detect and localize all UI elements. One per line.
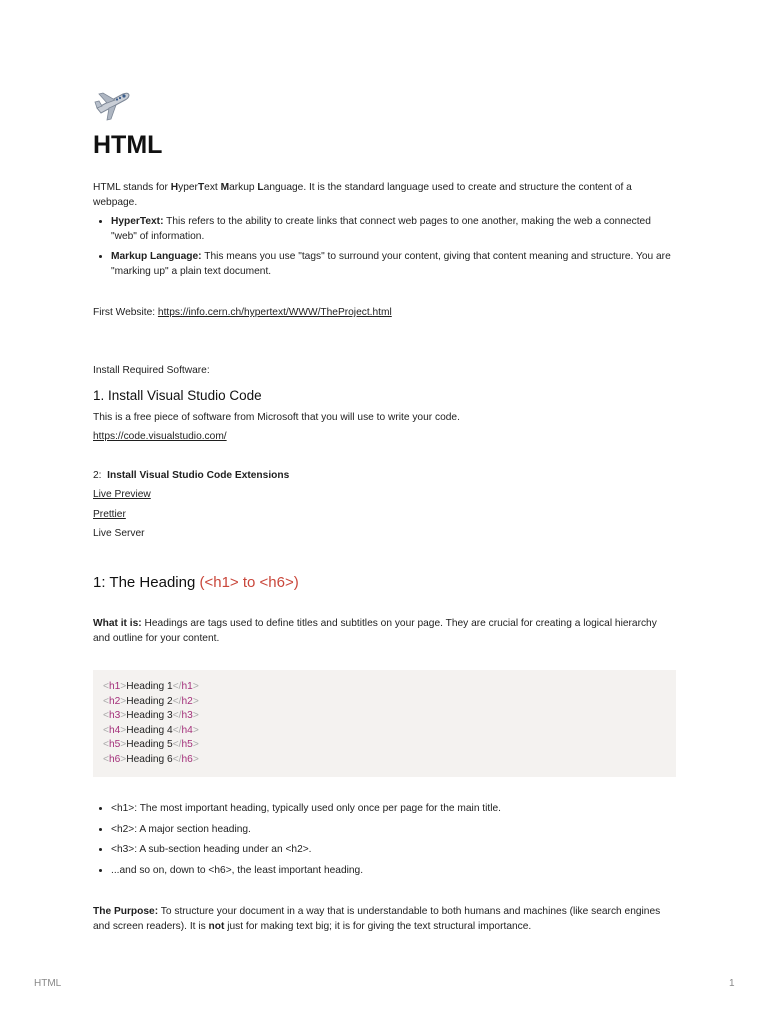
section-heading-code: (<h1> to <h6>) <box>199 574 299 591</box>
code-bracket: </ <box>172 739 182 751</box>
intro-letter-h: H <box>170 182 179 193</box>
code-bracket: > <box>192 710 199 722</box>
page-title: HTML <box>93 131 163 159</box>
code-tag: h5 <box>108 739 121 751</box>
intro-text: anguage. It is the standard language used to create and structure the content of a webpage. <box>93 182 632 208</box>
what-label: What it is: <box>93 618 142 629</box>
code-tag: h3 <box>108 710 121 722</box>
step2-section <box>93 468 676 483</box>
first-website-link[interactable]: https://info.cern.ch/hypertext/WWW/TheProject.html <box>157 307 392 318</box>
code-text: Heading 5 <box>126 739 173 751</box>
code-bracket: < <box>103 695 109 707</box>
code-bracket: </ <box>172 695 182 707</box>
code-bracket: </ <box>172 710 182 722</box>
code-tag: h6 <box>181 753 193 765</box>
live-server-label: Live Server <box>93 528 145 539</box>
bullet-term: Markup Language: <box>111 251 202 262</box>
code-line <box>103 724 666 739</box>
footer-title: HTML <box>34 978 62 989</box>
extension-live-preview <box>93 487 676 502</box>
code-text: Heading 2 <box>126 695 173 707</box>
list-item <box>111 250 676 279</box>
first-website <box>93 305 676 320</box>
install-label <box>93 363 676 378</box>
list-item: • <h1>: The most important heading, typically used only once per page for the main title. <box>111 802 676 817</box>
code-text: Heading 3 <box>126 710 173 722</box>
bullet-term: HyperText: <box>111 216 164 227</box>
intro-letter-l: L <box>257 182 264 193</box>
section-heading <box>93 574 676 591</box>
code-text: Heading 4 <box>126 724 173 736</box>
code-bracket: < <box>103 739 109 751</box>
code-tag: h5 <box>181 739 193 751</box>
section-heading-text: 1: The Heading <box>93 574 200 591</box>
prettier-link[interactable]: Prettier <box>93 509 126 520</box>
code-tag: h1 <box>181 681 193 692</box>
code-line <box>103 753 666 768</box>
intro-text: arkup <box>229 182 258 193</box>
code-bracket: > <box>120 724 127 736</box>
code-bracket: > <box>120 681 127 692</box>
purpose-text: just for making text big; it is for giving the text structural importance. <box>224 921 532 932</box>
extension-live-server <box>93 526 676 541</box>
list-item <box>111 215 676 244</box>
code-bracket: > <box>192 681 199 692</box>
code-line <box>103 738 666 753</box>
code-line <box>103 680 666 695</box>
step1-section <box>93 388 676 403</box>
code-line <box>103 695 666 710</box>
purpose-emphasis: not <box>208 921 225 932</box>
heading-level-list <box>93 802 676 884</box>
code-tag: h4 <box>108 724 121 736</box>
code-bracket: < <box>103 710 109 722</box>
page-number: 1 <box>729 978 735 989</box>
code-line <box>103 709 666 724</box>
code-bracket: > <box>120 739 127 751</box>
code-bracket: < <box>103 753 109 765</box>
intro-letter-t: T <box>197 182 205 193</box>
code-tag: h3 <box>181 710 193 722</box>
what-text: Headings are tags used to define titles and subtitles on your page. They are crucial for creating a logical hierarchy and outline for your content. <box>93 618 657 644</box>
code-block <box>93 670 676 777</box>
code-bracket: </ <box>172 753 182 765</box>
code-bracket: > <box>192 739 199 751</box>
list-item: • ...and so on, down to <h6>, the least important heading. <box>111 864 676 879</box>
install-label-text: Install Required Software: <box>93 365 210 376</box>
live-preview-link[interactable]: Live Preview <box>93 489 151 500</box>
intro-text: yper <box>178 182 198 193</box>
what-it-is <box>93 616 676 646</box>
code-text: Heading 1 <box>126 681 173 692</box>
first-website-label: First Website: <box>93 307 158 318</box>
code-bracket: > <box>192 753 199 765</box>
code-bracket: </ <box>172 681 182 692</box>
airplane-icon <box>93 86 131 124</box>
step1-heading: 1. Install Visual Studio Code <box>93 388 262 403</box>
code-bracket: < <box>103 724 109 736</box>
definition-list <box>93 215 676 279</box>
purpose-text: To structure your document in a way that is understandable to both humans and machines (like search engines and screen readers). It is <box>93 906 661 932</box>
code-tag: h2 <box>181 695 193 707</box>
code-bracket: > <box>120 753 127 765</box>
intro-paragraph <box>93 180 676 210</box>
extension-prettier <box>93 507 676 522</box>
intro-letter-m: M <box>220 182 230 193</box>
bullet-text: This means you use "tags" to surround your content, giving that content meaning and structure. You are "marking up" a plain text document. <box>111 251 671 277</box>
code-tag: h1 <box>108 681 121 692</box>
step1-text: This is a free piece of software from Microsoft that you will use to write your code. <box>93 412 460 423</box>
code-bracket: > <box>192 724 199 736</box>
step1-text-block <box>93 410 676 425</box>
step2-heading: Install Visual Studio Code Extensions <box>107 470 290 481</box>
purpose-label: The Purpose: <box>93 906 159 917</box>
code-bracket: </ <box>172 724 182 736</box>
code-bracket: > <box>192 695 199 707</box>
code-tag: h6 <box>108 753 121 765</box>
code-bracket: > <box>120 695 127 707</box>
step2-prefix: 2: <box>93 470 102 481</box>
code-bracket: > <box>120 710 127 722</box>
code-bracket: < <box>103 681 109 692</box>
list-item: • <h2>: A major section heading. <box>111 823 676 838</box>
list-item: • <h3>: A sub-section heading under an <h2>. <box>111 843 676 858</box>
vscode-link[interactable]: https://code.visualstudio.com/ <box>93 431 227 442</box>
purpose-paragraph <box>93 904 676 934</box>
intro-text: ext <box>204 182 221 193</box>
bullet-text: This refers to the ability to create links that connect web pages to one another, making the web a connected "web" of information. <box>111 216 651 242</box>
step1-link-block <box>93 429 676 444</box>
intro-text: HTML stands for <box>93 182 171 193</box>
code-tag: h4 <box>181 724 193 736</box>
code-tag: h2 <box>108 695 121 707</box>
code-text: Heading 6 <box>126 753 173 765</box>
